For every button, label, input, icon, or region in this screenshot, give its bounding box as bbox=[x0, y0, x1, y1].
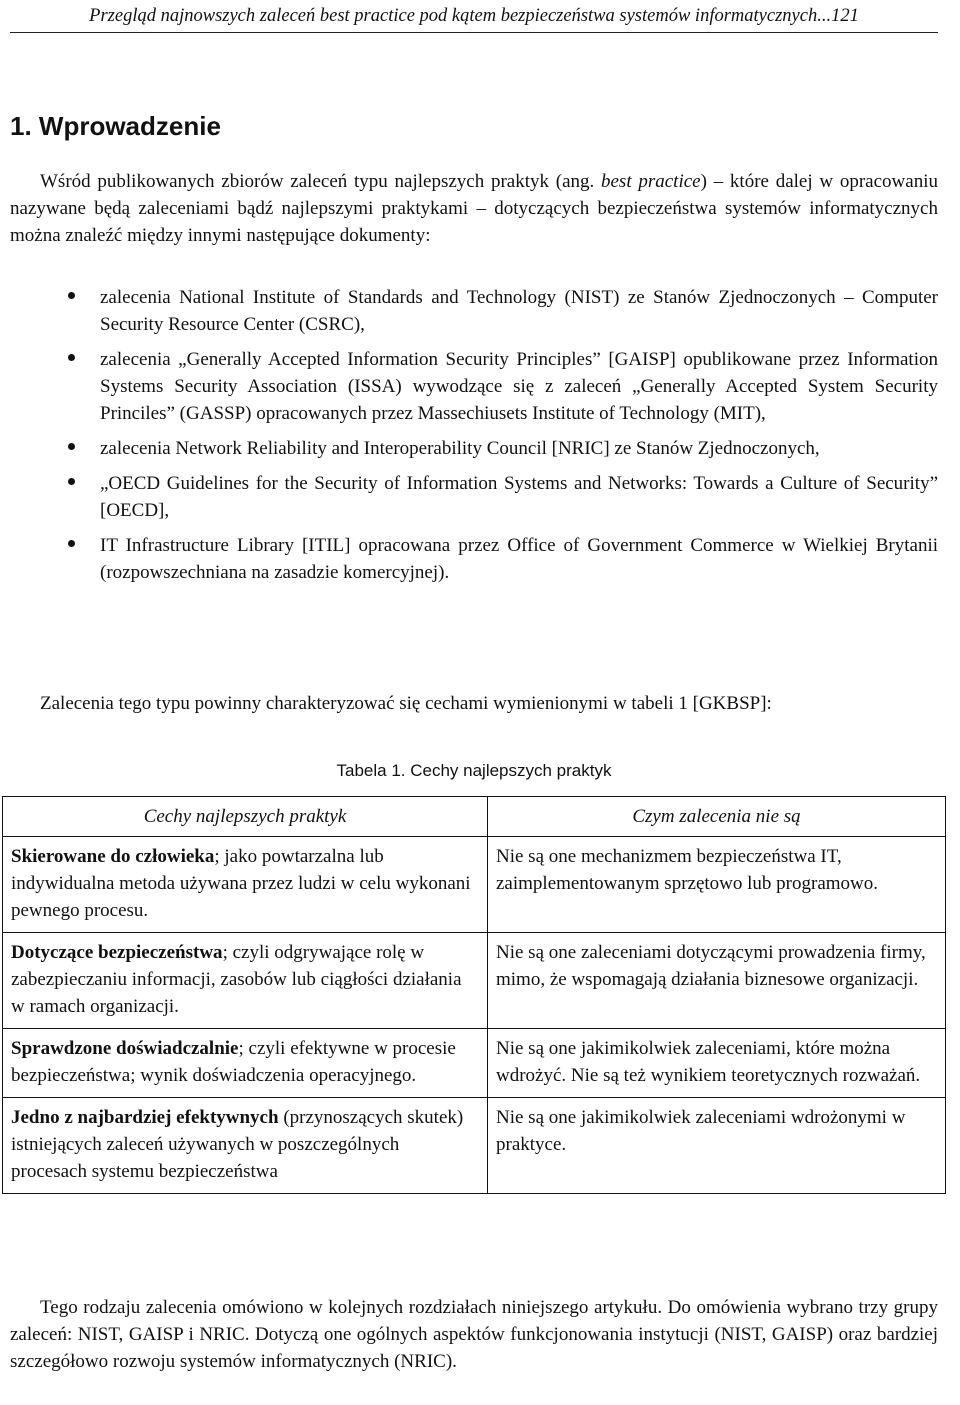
feature-term: Skierowane do człowieka bbox=[11, 846, 215, 867]
documents-list bbox=[10, 284, 938, 594]
best-practices-table bbox=[2, 796, 946, 1194]
page-number: 121 bbox=[831, 6, 859, 26]
table-cell-feature bbox=[3, 1098, 488, 1194]
table-cell-not: Nie są one mechanizmem bezpieczeństwa IT, zaimplementowanym sprzętowo lub programowo. bbox=[488, 837, 946, 933]
table-row bbox=[3, 1029, 946, 1098]
intro-italic-term: best practice bbox=[601, 171, 701, 192]
table-cell-feature bbox=[3, 1029, 488, 1098]
running-title: Przegląd najnowszych zaleceń best practice pod kątem bezpieczeństwa systemów informatycznych... bbox=[89, 6, 832, 26]
list-item bbox=[10, 470, 938, 524]
feature-term: Dotyczące bezpieczeństwa bbox=[11, 942, 223, 963]
table-header-row bbox=[3, 797, 946, 837]
table-cell-feature bbox=[3, 933, 488, 1029]
intro-text-start: Wśród publikowanych zbiorów zaleceń typu najlepszych praktyk (ang. bbox=[40, 171, 601, 192]
table-header-not: Czym zalecenia nie są bbox=[488, 797, 946, 837]
feature-term: Sprawdzone doświadczalnie bbox=[11, 1038, 239, 1059]
table-row bbox=[3, 1098, 946, 1194]
table-cell-not: Nie są one jakimikolwiek zaleceniami, które można wdrożyć. Nie są też wynikiem teoretycznych rozważań. bbox=[488, 1029, 946, 1098]
pre-table-paragraph: Zalecenia tego typu powinny charakteryzować się cechami wymienionymi w tabeli 1 [GKBSP]: bbox=[40, 693, 772, 714]
bullet-icon bbox=[68, 443, 75, 450]
feature-description: (przynoszących skutek) istniejących zaleceń używanych w poszczególnych procesach systemu bezpieczeństwa bbox=[11, 1107, 464, 1182]
intro-paragraph bbox=[10, 168, 938, 249]
section-heading: 1. Wprowadzenie bbox=[10, 111, 221, 141]
table-cell-feature bbox=[3, 837, 488, 933]
feature-description: ; czyli odgrywające rolę w zabezpieczaniu informacji, zasobów lub ciągłości działania w ramach organizacji. bbox=[11, 942, 462, 1017]
table-caption: Tabela 1. Cechy najlepszych praktyk bbox=[336, 761, 612, 780]
table-cell-not: Nie są one zaleceniami dotyczącymi prowadzenia firmy, mimo, że wspomagają działania biznesowe organizacji. bbox=[488, 933, 946, 1029]
list-item bbox=[10, 532, 938, 586]
feature-description: ; czyli efektywne w procesie bezpieczeństwa; wynik doświadczenia operacyjnego. bbox=[11, 1038, 456, 1086]
intro-text-end: ) – które dalej w opracowaniu nazywane będą zaleceniami bądź najlepszymi praktykami – dotyczących bezpieczeństwa systemów informatycznych można znaleźć między innymi następujące dokumenty: bbox=[10, 171, 938, 246]
list-item-text: IT Infrastructure Library [ITIL] opracowana przez Office of Government Commerce w Wielkiej Brytanii (rozpowszechniana na zasadzie komercyjnej). bbox=[100, 535, 938, 583]
list-item-text: „OECD Guidelines for the Security of Information Systems and Networks: Towards a Culture of Security” [OECD], bbox=[100, 473, 938, 521]
closing-paragraph: Tego rodzaju zalecenia omówiono w kolejnych rozdziałach niniejszego artykułu. Do omówienia wybrano trzy grupy zaleceń: NIST, GAISP i NRIC. Dotyczą one ogólnych aspektów funkcjonowania instytucji (NIST, GAISP) oraz bardziej szczegółowo rozwoju systemów informatycznych (NRIC). bbox=[10, 1297, 938, 1372]
table-row bbox=[3, 837, 946, 933]
feature-term: Jedno z najbardziej efektywnych bbox=[11, 1107, 279, 1128]
bullet-icon bbox=[68, 354, 75, 361]
bullet-icon bbox=[68, 292, 75, 299]
running-header bbox=[10, 4, 938, 33]
table-row bbox=[3, 933, 946, 1029]
list-item-text: zalecenia Network Reliability and Interoperability Council [NRIC] ze Stanów Zjednoczonych, bbox=[100, 438, 820, 459]
bullet-icon bbox=[68, 478, 75, 485]
table-cell-not: Nie są one jakimikolwiek zaleceniami wdrożonymi w praktyce. bbox=[488, 1098, 946, 1194]
list-item bbox=[10, 346, 938, 427]
bullet-icon bbox=[68, 540, 75, 547]
list-item-text: zalecenia „Generally Accepted Information Security Principles” [GAISP] opublikowane przez Information Systems Security Association (ISSA) wywodzące się z zaleceń „Generally Accepted System Security Princiles” (GASSP) opracowanych przez Massechiusets Institute of Technology (MIT), bbox=[100, 349, 938, 424]
list-item-text: zalecenia National Institute of Standards and Technology (NIST) ze Stanów Zjednoczonych – Computer Security Resource Center (CSRC), bbox=[100, 287, 938, 335]
list-item bbox=[10, 284, 938, 338]
list-item bbox=[10, 435, 938, 462]
table-header-features: Cechy najlepszych praktyk bbox=[3, 797, 488, 837]
feature-description: ; jako powtarzalna lub indywidualna metoda używana przez ludzi w celu wykonani pewnego procesu. bbox=[11, 846, 471, 921]
